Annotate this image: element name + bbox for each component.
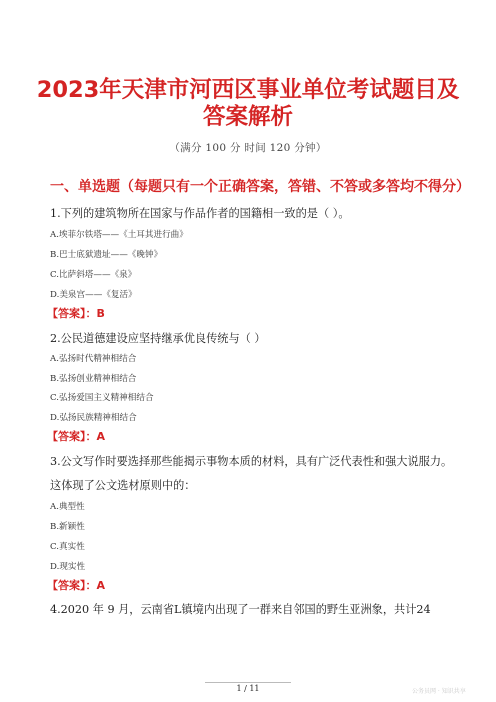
question-3-answer: 【答案】：A <box>47 579 106 592</box>
question-1-option-c: C.比萨斜塔——《泉》 <box>50 270 137 280</box>
question-2-option-b: B.弘扬创业精神相结合 <box>50 374 137 384</box>
question-3-option-b: B.新颖性 <box>50 522 85 532</box>
page-number: 1 / 11 <box>236 684 260 693</box>
question-3-text-line-1: 3.公文写作时要选择那些能揭示事物本质的材料，具有广泛代表性和强大说服力。 <box>50 455 453 468</box>
question-2-option-c: C.弘扬爱国主义精神相结合 <box>50 393 154 403</box>
watermark: 公务员网 · 知识共享 <box>412 688 466 695</box>
footer-divider <box>205 682 291 683</box>
document-title-line-2: 答案解析 <box>202 104 293 130</box>
question-1-answer: 【答案】：B <box>47 307 105 320</box>
question-1-option-b: B.巴士底狱遗址——《晚钟》 <box>50 250 163 260</box>
question-2-answer: 【答案】：A <box>47 430 106 443</box>
question-2-text: 2.公民道德建设应坚持继承优良传统与（ ） <box>50 332 266 345</box>
document-title-line-1: 2023年天津市河西区事业单位考试题目及 <box>36 77 460 103</box>
question-4-text: 4.2020 年 9 月，云南省L镇境内出现了一群来自邻国的野生亚洲象，共计24 <box>50 603 431 616</box>
score-time-info: （满分 100 分 时间 120 分钟） <box>169 142 327 154</box>
question-2-option-d: D.弘扬民族精神相结合 <box>50 413 137 423</box>
question-2-option-a: A.弘扬时代精神相结合 <box>50 354 137 364</box>
question-1-option-a: A.埃菲尔铁塔——《土耳其进行曲》 <box>50 230 188 240</box>
question-3-option-d: D.现实性 <box>50 562 86 572</box>
question-3-text-line-2: 这体现了公文选材原则中的： <box>50 479 196 492</box>
question-1-text: 1.下列的建筑物所在国家与作品作者的国籍相一致的是（ ）。 <box>50 207 350 220</box>
section-heading: 一、单选题（每题只有一个正确答案，答错、不答或多答均不得分） <box>50 179 470 195</box>
question-3-option-c: C.真实性 <box>50 542 85 552</box>
question-1-option-d: D.美泉宫——《复活》 <box>50 290 137 300</box>
question-3-option-a: A.典型性 <box>50 502 85 512</box>
